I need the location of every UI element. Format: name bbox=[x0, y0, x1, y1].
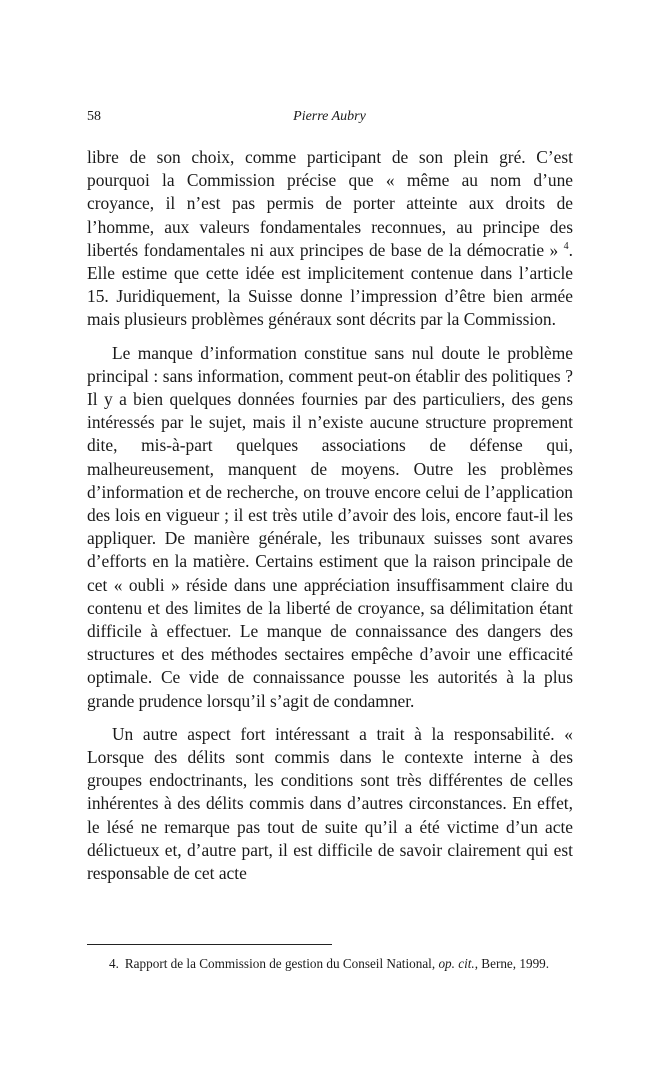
footnote-text: Rapport de la Commission de gestion du Conseil National, bbox=[124, 956, 439, 971]
footnote-italic-citation: op. cit. bbox=[438, 956, 475, 971]
paragraph-1-text: libre de son choix, comme participant de son plein gré. C’est pourquoi la Commission précise que « même au nom d’une croyance, il n’est pas permis de porter atteinte aux droits de l’homme, aux valeurs fondamentales reconnues, au principe des libertés fondamentales ni aux principes de base de la démocratie » bbox=[87, 147, 573, 260]
running-header bbox=[87, 109, 572, 129]
body-text bbox=[87, 146, 573, 885]
footnote-number: 4. bbox=[109, 956, 119, 971]
page-number: 58 bbox=[87, 109, 101, 124]
running-title: Pierre Aubry bbox=[293, 109, 366, 124]
footnote-text-end: , Berne, 1999. bbox=[474, 956, 550, 971]
paragraph-2: Le manque d’information constitue sans nul doute le problème principal : sans information, comment peut-on établir des politiques ? Il y a bien quelques données fournies par des particuliers, des gens intéressés par le sujet, mais il n’existe aucune structure proprement dite, mis-à-part quelques associations de défense qui, malheureusement, manquent de moyens. Outre les problèmes d’information et de recherche, on trouve encore celui de l’application des lois en vigueur ; il est très utile d’avoir des lois, encore faut-il les appliquer. De manière générale, les tribunaux suisses sont avares d’efforts en la matière. Certains estiment que la raison principale de cet « oubli » réside dans une appréciation insuffisamment claire du contenu et des limites de la liberté de croyance, sa délimitation étant difficile à effectuer. Le manque de connaissance des dangers des structures et des méthodes sectaires empêche d’avoir une efficacité optimale. Ce vide de connaissance pousse les autorités à la plus grande prudence lorsqu’il s’agit de condamner. bbox=[87, 342, 573, 711]
paragraph-3: Un autre aspect fort intéressant a trait à la responsabilité. « Lorsque des délits sont commis dans le contexte interne à des groupes endoctrinants, les conditions sont très différentes de celles inhérentes à des délits commis dans d’autres circonstances. En effet, le lésé ne remarque pas tout de suite qu’il a été victime d’un acte délictueux et, d’autre part, il est difficile de savoir clairement qui est responsable de cet acte bbox=[87, 723, 573, 884]
footnote-divider bbox=[87, 944, 332, 945]
paragraph-1 bbox=[87, 146, 573, 332]
paragraph-1-text-cont: . Elle estime que cette idée est implicitement contenue dans l’article 15. Juridiquement, la Suisse donne l’impression d’être bien armée mais plusieurs problèmes généraux sont décrits par la Commission. bbox=[87, 239, 573, 330]
footnote-reference[interactable]: 4 bbox=[563, 240, 569, 252]
footnote-4 bbox=[87, 955, 573, 973]
